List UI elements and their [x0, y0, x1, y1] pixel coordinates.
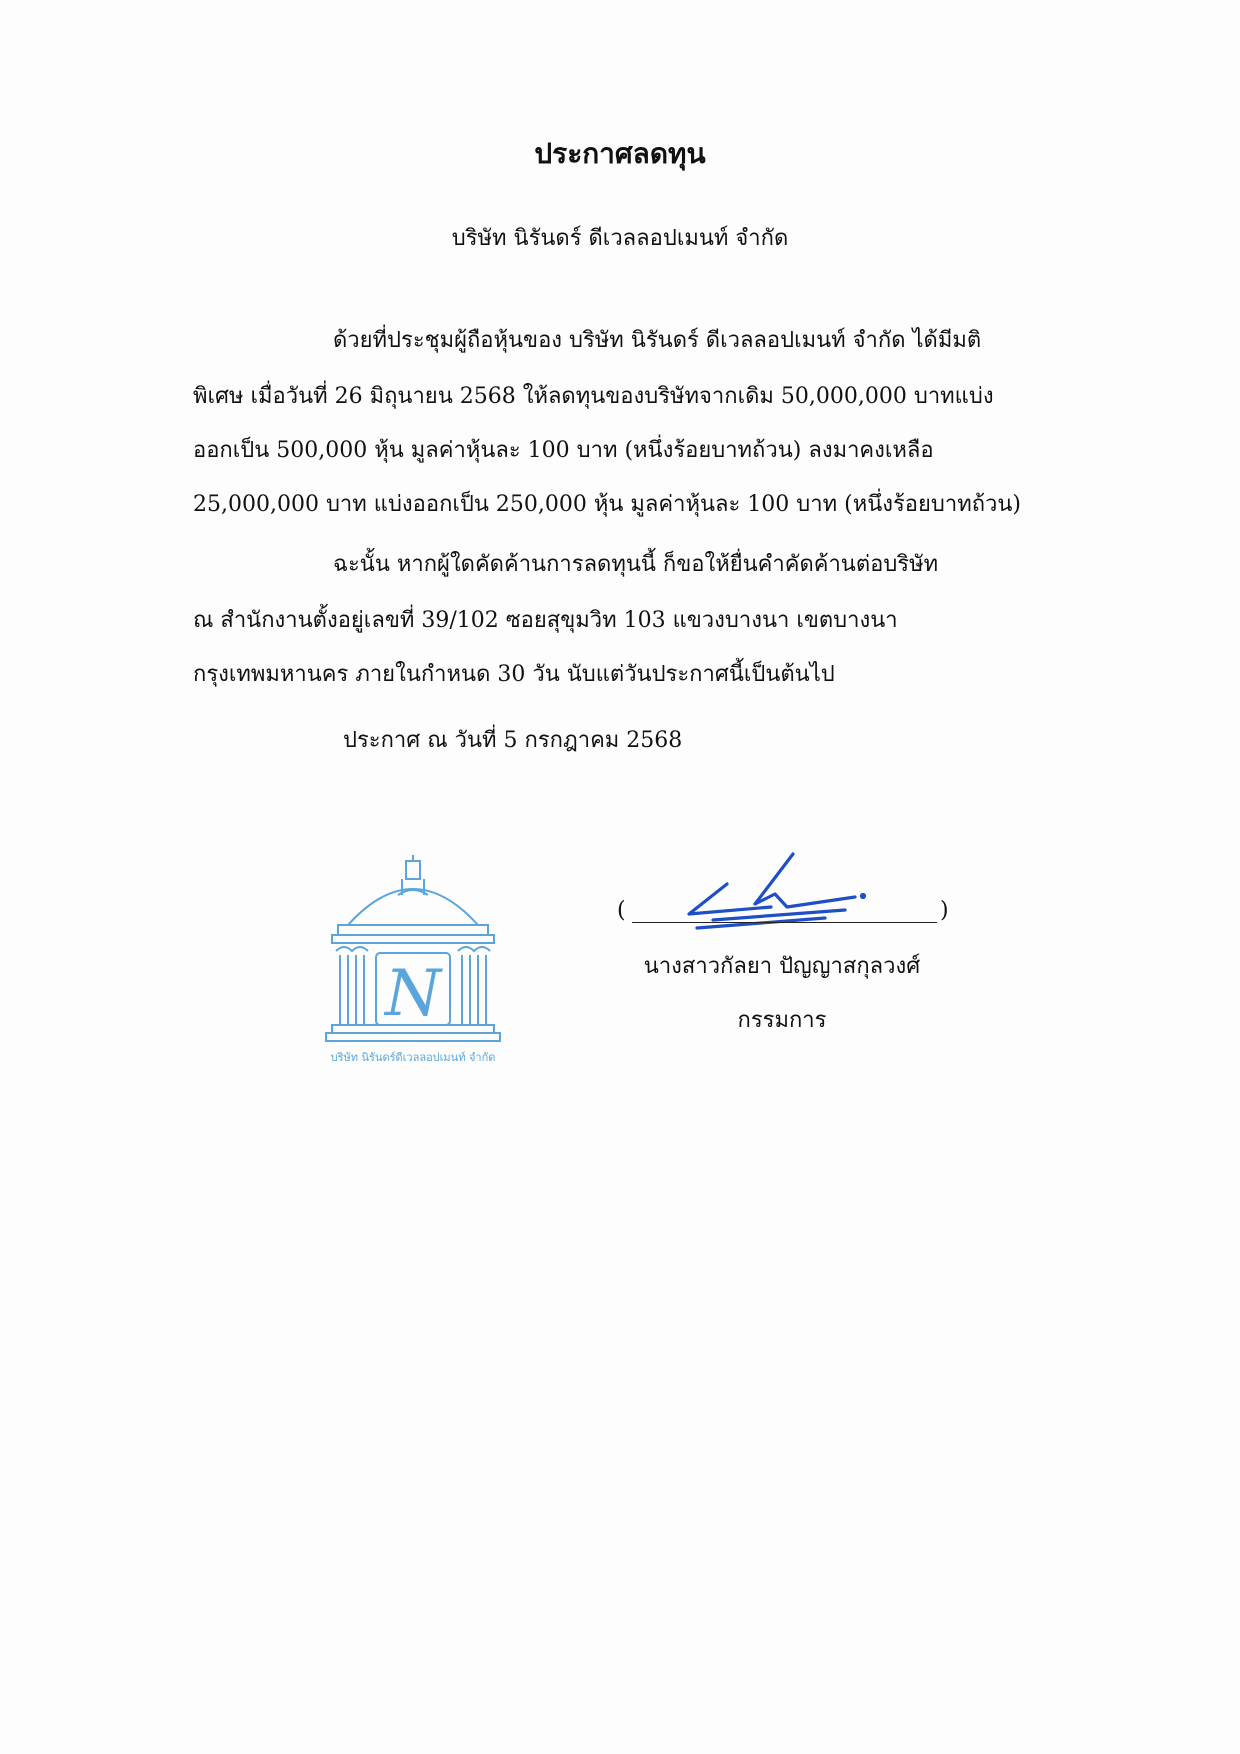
paragraph2-line3: กรุงเทพมหานคร ภายในกำหนด 30 วัน นับแต่วันประกาศนี้เป็นต้นไป [193, 662, 835, 687]
paragraph1-line2: พิเศษ เมื่อวันที่ 26 มิถุนายน 2568 ให้ลดทุนของบริษัทจากเดิม 50,000,000 บาทแบ่ง [193, 384, 994, 409]
signature-line [632, 922, 937, 923]
signatory-name: นางสาวกัลยา ปัญญาสกุลวงศ์ [643, 954, 921, 979]
paragraph2-line2: ณ สำนักงานตั้งอยู่เลขที่ 39/102 ซอยสุขุมวิท 103 แขวงบางนา เขตบางนา [193, 608, 898, 633]
paragraph1-line4: 25,000,000 บาท แบ่งออกเป็น 250,000 หุ้น มูลค่าหุ้นละ 100 บาท (หนึ่งร้อยบาทถ้วน) [193, 492, 1022, 517]
seal-monogram: N [385, 957, 441, 1031]
announcement-date: ประกาศ ณ วันที่ 5 กรกฎาคม 2568 [343, 728, 683, 753]
handwritten-signature [675, 852, 885, 937]
page-title: ประกาศลดทุน [534, 137, 706, 170]
signature-close-paren: ) [940, 898, 949, 923]
company-name: บริษัท นิรันดร์ ดีเวลลอปเมนท์ จำกัด [451, 226, 789, 251]
company-seal-logo [318, 855, 508, 1067]
paragraph1-line3: ออกเป็น 500,000 หุ้น มูลค่าหุ้นละ 100 บาท (หนึ่งร้อยบาทถ้วน) ลงมาคงเหลือ [193, 438, 934, 463]
paragraph2-line1: ฉะนั้น หากผู้ใดคัดค้านการลดทุนนี้ ก็ขอให้ยื่นคำคัดค้านต่อบริษัท [333, 552, 939, 577]
paragraph1-line1: ด้วยที่ประชุมผู้ถือหุ้นของ บริษัท นิรันดร์ ดีเวลลอปเมนท์ จำกัด ได้มีมติ [333, 328, 982, 353]
signature-open-paren: ( [617, 898, 626, 923]
seal-caption: บริษัท นิรันดร์ดีเวลลอปเมนท์ จำกัด [330, 1051, 496, 1064]
signatory-role: กรรมการ [737, 1008, 827, 1033]
